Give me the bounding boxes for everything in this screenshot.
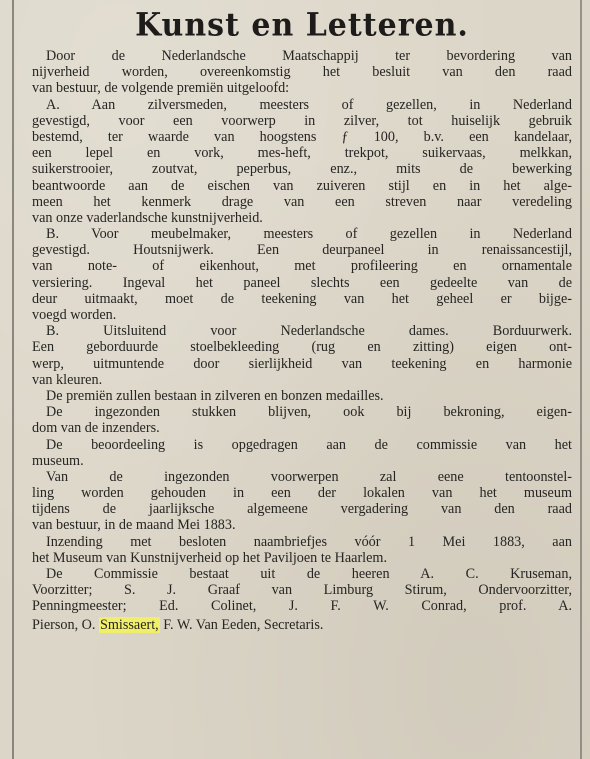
- article-line: B. Uitsluitend voor Nederlandsche dames. Borduurwerk.: [46, 323, 572, 340]
- final-line-after: F. W. Van Eeden, Secretaris.: [159, 616, 324, 633]
- article-line: Een geborduurde stoelbekleeding (rug en zitting) eigen ont-: [32, 339, 572, 356]
- final-line-before: Pierson, O.: [32, 616, 99, 633]
- article-line: ling worden gehouden in een der lokalen van het museum: [32, 485, 572, 502]
- article-line: Penningmeester; Ed. Colinet, J. F. W. Conrad, prof. A.: [32, 598, 572, 615]
- article-line: beantwoorde aan de eischen van zuiveren stijl en in het alge-: [32, 177, 572, 194]
- article-line: Inzending met besloten naambriefjes vóór 1 Mei 1883, aan: [46, 533, 572, 550]
- article-line: suikerstrooier, zoutvat, peperbus, enz., mits de bewerking: [32, 161, 572, 178]
- article-column: [32, 6, 572, 633]
- article-line: van kleuren.: [32, 371, 103, 388]
- article-line: tijdens de jaarlijksche algemeene vergadering van den raad: [32, 501, 572, 518]
- article-line: bestemd, ter waarde van hoogstens ƒ 100, b.v. een kandelaar,: [32, 128, 572, 145]
- article-line: Van de ingezonden voorwerpen zal eene tentoonstel-: [46, 468, 572, 485]
- article-line: werp, uitmuntende door sierlijkheid van teekening en harmonie: [32, 355, 572, 372]
- article-line: De ingezonden stukken blijven, ook bij bekroning, eigen-: [46, 404, 572, 421]
- article-line: dom van de inzenders.: [32, 420, 160, 437]
- article-line: van bestuur, de volgende premiën uitgeloofd:: [32, 80, 290, 97]
- article-line: voegd worden.: [32, 307, 117, 323]
- article-heading: Kunst en Letteren.: [135, 7, 469, 44]
- article-line: De premiën zullen bestaan in zilveren en bonzen medailles.: [46, 387, 384, 404]
- article-line: gevestigd. Houtsnijwerk. Een deurpaneel in renaissancestijl,: [32, 242, 572, 259]
- article-line: B. Voor meubelmaker, meesters of gezellen in Nederland: [46, 226, 572, 243]
- article-line: nijverheid worden, overeenkomstig het besluit van den raad: [32, 64, 572, 81]
- article-line: deur uitmaakt, moet de teekening van het geheel er bijge-: [32, 290, 572, 307]
- article-line: Voorzitter; S. J. Graaf van Limburg Stirum, Ondervoorzitter,: [32, 582, 572, 599]
- article-final-line: [32, 617, 572, 633]
- article-line: gevestigd, voor een voorwerp in zilver, tot huiselijk gebruik: [32, 112, 572, 129]
- column-rule-right: [580, 0, 582, 759]
- article-line: van note- of eikenhout, met profileering en ornamentale: [32, 258, 572, 275]
- article-line: het Museum van Kunstnijverheid op het Paviljoen te Haarlem.: [32, 549, 387, 566]
- article-body: [32, 48, 572, 615]
- article-line: een lepel en vork, mes-heft, trekpot, suikervaas, melkkan,: [32, 145, 572, 162]
- article-line: A. Aan zilversmeden, meesters of gezellen, in Nederland: [46, 96, 572, 113]
- column-rule-left: [12, 0, 14, 759]
- article-line: Door de Nederlandsche Maatschappij ter bevordering van: [46, 48, 572, 64]
- highlighted-name: Smissaert,: [100, 616, 159, 633]
- article-line: De beoordeeling is opgedragen aan de commissie van het: [46, 436, 572, 453]
- article-line: meen het kenmerk drage van een streven naar veredeling: [32, 193, 572, 210]
- article-line: De Commissie bestaat uit de heeren A. C. Kruseman,: [46, 566, 572, 582]
- article-line: museum.: [32, 452, 84, 469]
- article-line: van onze vaderlandsche kunstnijverheid.: [32, 209, 263, 226]
- article-line: van bestuur, in de maand Mei 1883.: [32, 517, 236, 534]
- article-line: versiering. Ingeval het paneel slechts een gedeelte van de: [32, 274, 572, 291]
